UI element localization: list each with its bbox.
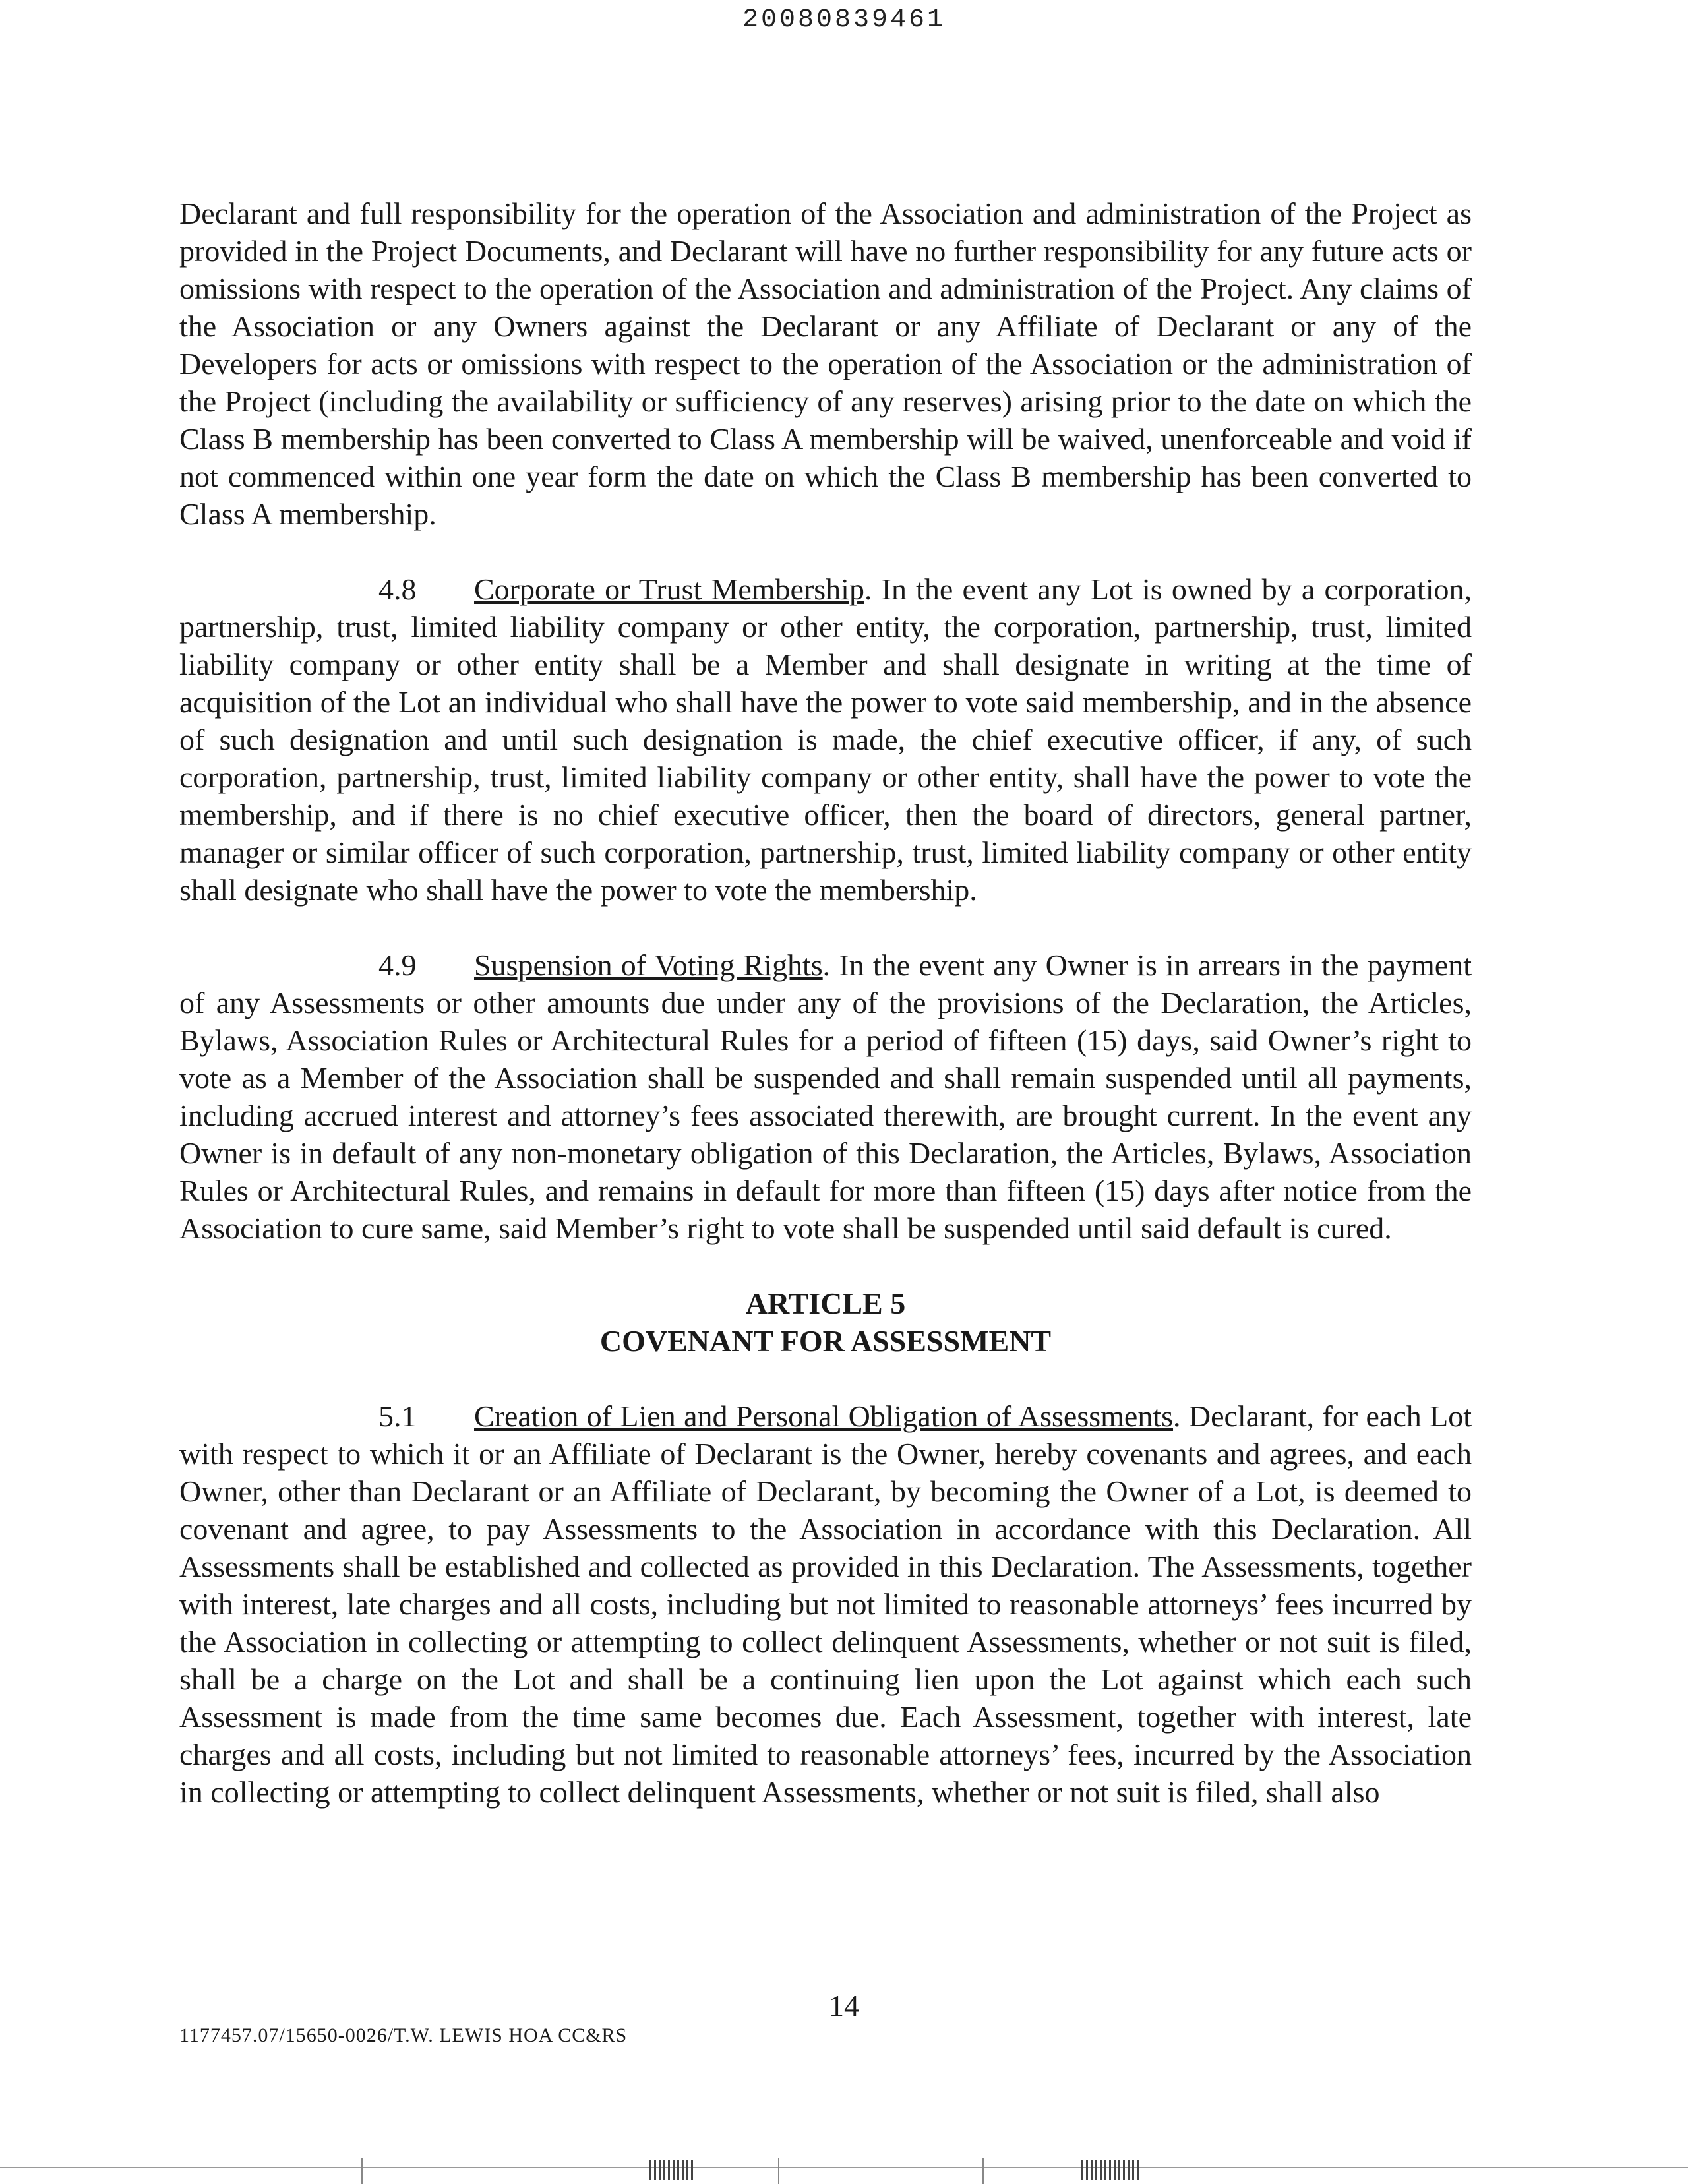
continuation-paragraph: Declarant and full responsibility for the operation of the Association and administration of the Project as provided in the Project Documents, and Declarant will have no further responsibility for any future acts or omissions with respect to the operation of the Association and administration of the Project. Any claims of the Association or any Owners against the Declarant or any Affiliate of Declarant or any of the Developers for acts or omissions with respect to the operation of the Association or the administration of the Project (including the availability or sufficiency of any reserves) arising prior to the date on which the Class B membership has been converted to Class A membership will be waived, unenforceable and void if not commenced within one year form the date on which the Class B membership has been converted to Class A membership. (179, 197, 1472, 531)
scan-barcode-mark (649, 2160, 696, 2180)
article-title: COVENANT FOR ASSESSMENT (599, 1324, 1052, 1358)
section-title: Creation of Lien and Personal Obligation of Assessments (474, 1399, 1174, 1433)
document-number: 20080839461 (742, 5, 946, 35)
section-4-8 (179, 570, 1472, 909)
section-text: . In the event any Lot is owned by a corporation, partnership, trust, limited liability company or other entity, the corporation, partnership, trust, limited liability company or other entity shall be a Member and shall designate in writing at the time of acquisition of the Lot an individual who shall have the power to vote said membership, and in the absence of such designation and until such designation is made, the chief executive officer, if any, of such corporation, partnership, trust, limited liability company or other entity, shall have the power to vote the membership, and if there is no chief executive officer, then the board of directors, general partner, manager or similar officer of such corporation, partnership, trust, limited liability company or other entity shall designate who shall have the power to vote the membership. (179, 572, 1472, 907)
section-number: 4.8 (378, 572, 417, 606)
page-body (179, 195, 1472, 1848)
scan-edge-line (0, 2167, 1688, 2168)
section-text: . Declarant, for each Lot with respect to which it or an Affiliate of Declarant is the Owner, hereby covenants and agrees, and each Owner, other than Declarant or an Affiliate of Declarant, by becoming the Owner of a Lot, is deemed to covenant and agree, to pay Assessments to the Association in accordance with this Declaration. All Assessments shall be established and collected as provided in this Declaration. The Assessments, together with interest, late charges and all costs, including but not limited to reasonable attorneys’ fees incurred by the Association in collecting or attempting to collect delinquent Assessments, whether or not suit is filed, shall be a charge on the Lot and shall be a continuing lien upon the Lot against which each such Assessment is made from the time same becomes due. Each Assessment, together with interest, late charges and all costs, including but not limited to reasonable attorneys’ fees, incurred by the Association in collecting or attempting to collect delinquent Assessments, whether or not suit is filed, shall also (179, 1399, 1472, 1809)
scan-edge-tick (778, 2158, 779, 2184)
footer-document-ref: 1177457.07/15650-0026/T.W. LEWIS HOA CC&RS (179, 2024, 628, 2046)
article-heading (179, 1285, 1472, 1360)
section-number: 4.9 (378, 948, 417, 982)
section-title: Suspension of Voting Rights (474, 948, 823, 982)
section-5-1 (179, 1397, 1472, 1811)
scan-barcode-mark (1081, 2160, 1141, 2180)
article-number: ARTICLE 5 (745, 1287, 906, 1320)
scan-edge-tick (361, 2158, 363, 2184)
section-text: . In the event any Owner is in arrears in the payment of any Assessments or other amounts due under any of the provisions of the Declaration, the Articles, Bylaws, Association Rules or Architectural Rules for a period of fifteen (15) days, said Owner’s right to vote as a Member of the Association shall be suspended and shall remain suspended until all payments, including accrued interest and attorney’s fees associated therewith, are brought current. In the event any Owner is in default of any non-monetary obligation of this Declaration, the Articles, Bylaws, Association Rules or Architectural Rules, and remains in default for more than fifteen (15) days after notice from the Association to cure same, said Member’s right to vote shall be suspended until said default is cured. (179, 948, 1472, 1245)
page-number: 14 (829, 1989, 859, 2022)
section-number: 5.1 (378, 1399, 417, 1433)
section-title: Corporate or Trust Membership (474, 572, 864, 606)
section-4-9 (179, 946, 1472, 1247)
scan-edge-tick (982, 2158, 984, 2184)
